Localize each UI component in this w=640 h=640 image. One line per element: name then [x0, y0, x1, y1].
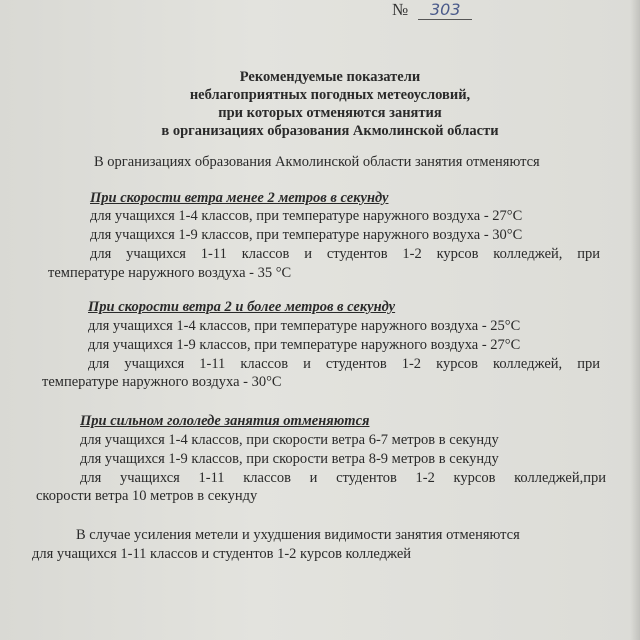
- section2-item-3: для учащихся 1-11 классов и студентов 1-2 курсов колледжей, при: [88, 356, 600, 372]
- title-line-3: при которых отменяются занятия: [218, 105, 442, 121]
- number-value: 303: [418, 0, 472, 20]
- section2-heading: При скорости ветра 2 и более метров в секунду: [88, 299, 396, 315]
- document-number: [392, 0, 472, 20]
- section3-heading: При сильном гололеде занятия отменяются: [80, 413, 370, 429]
- section1-item-3-cont: температуре наружного воздуха - 35 °С: [48, 265, 292, 281]
- section3-item-3: для учащихся 1-11 классов и студентов 1-2 курсов колледжей,при: [80, 470, 606, 486]
- closing-line-1: В случае усиления метели и ухудшения видимости занятия отменяются: [76, 527, 520, 543]
- section3-item-1: для учащихся 1-4 классов, при скорости ветра 6-7 метров в секунду: [80, 432, 499, 448]
- closing-line-2: для учащихся 1-11 классов и студентов 1-2 курсов колледжей: [32, 546, 412, 562]
- section2-item-1: для учащихся 1-4 классов, при температуре наружного воздуха - 25°С: [88, 318, 521, 334]
- intro-text: В организациях образования Акмолинской области занятия отменяются: [94, 154, 540, 170]
- title-line-4: в организациях образования Акмолинской области: [161, 123, 499, 139]
- section2-item-3-cont: температуре наружного воздуха - 30°С: [42, 374, 282, 390]
- section1-heading: При скорости ветра менее 2 метров в секунду: [90, 190, 389, 206]
- title-line-2: неблагоприятных погодных метеоусловий,: [189, 87, 471, 103]
- section2-item-2: для учащихся 1-9 классов, при температуре наружного воздуха - 27°С: [88, 337, 521, 353]
- section1-item-3: для учащихся 1-11 классов и студентов 1-2 курсов колледжей, при: [90, 246, 600, 262]
- title-line-1: Рекомендуемые показатели: [239, 69, 421, 85]
- number-label: №: [392, 0, 409, 19]
- document-title: [100, 68, 560, 140]
- section3-item-2: для учащихся 1-9 классов, при скорости ветра 8-9 метров в секунду: [80, 451, 499, 467]
- section1-item-1: для учащихся 1-4 классов, при температуре наружного воздуха - 27°С: [90, 208, 523, 224]
- section3-item-3-cont: скорости ветра 10 метров в секунду: [36, 488, 258, 504]
- section1-item-2: для учащихся 1-9 классов, при температуре наружного воздуха - 30°С: [90, 227, 523, 243]
- page-edge-shadow: [630, 0, 640, 640]
